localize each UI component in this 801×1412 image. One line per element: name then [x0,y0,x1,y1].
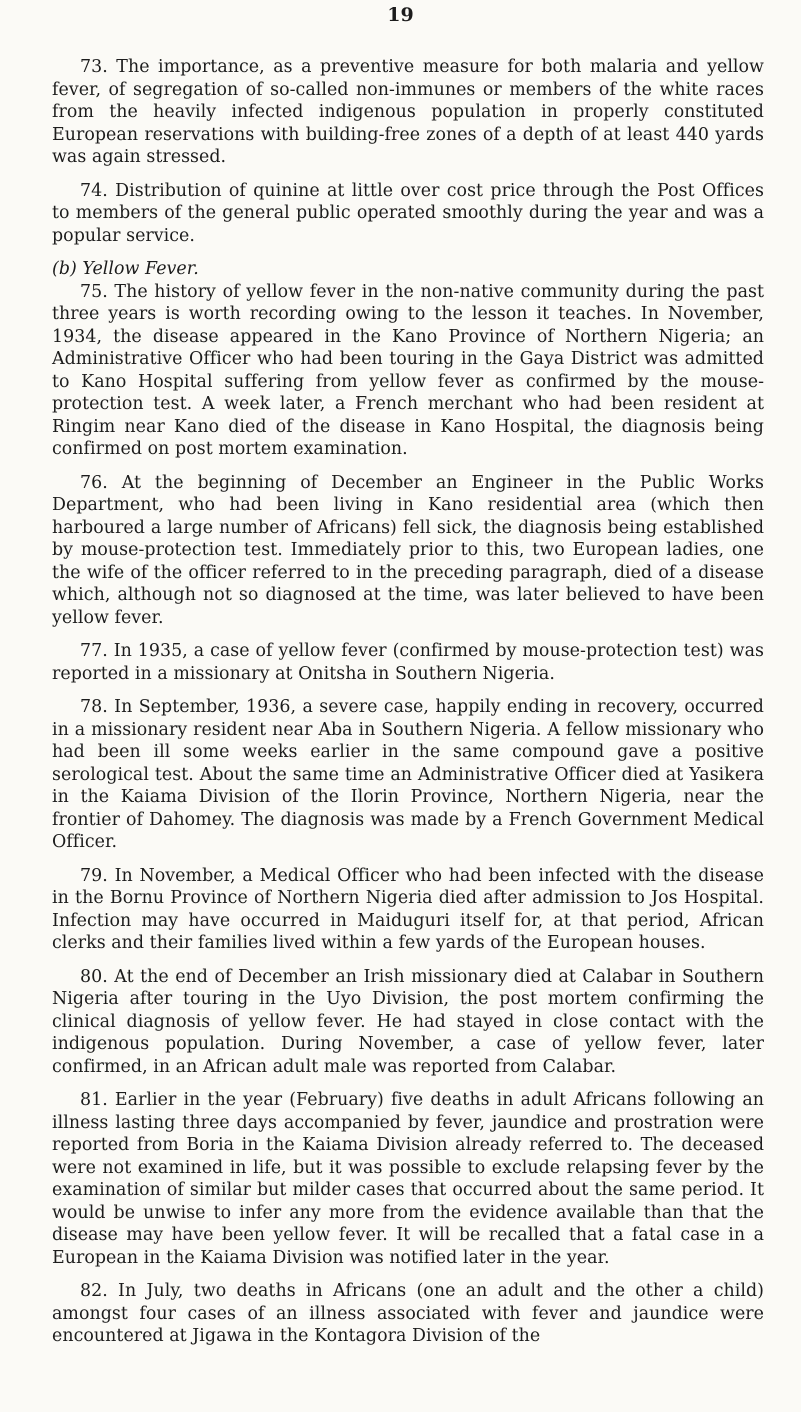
paragraph-82: 82. In July, two deaths in Africans (one an adult and the other a child) amongst four cases of an illness associated with fever and jaundice were encountered at Jigawa in the Kontagora Division of the [52,1281,764,1346]
paragraph-75: 75. The history of yellow fever in the non-native community during the past three years is worth recording owing to the lesson it teaches. In November, 1934, the disease appeared in the Kano Province of Northern Nigeria; an Administrative Officer who had been touring in the Gaya District was admitted to Kano Hospital suffering from yellow fever as confirmed by the mouse-protection test. A week later, a French merchant who had been resident at Ringim near Kano died of the disease in Kano Hospital, the diagnosis being confirmed on post mortem examination. [52,281,764,459]
paragraph-73: 73. The importance, as a preventive measure for both malaria and yellow fever, of segregation of so-called non-immunes or members of the white races from the heavily infected indigenous population in properly constituted European reservations with building-free zones of a depth of at least 440 yards was again stressed. [52,57,764,167]
page-number: 19 [387,4,414,26]
paragraph-74: 74. Distribution of quinine at little over cost price through the Post Offices to members of the general public operated smoothly during the year and was a popular service. [52,180,764,246]
section-heading-yellow-fever: (b) Yellow Fever. [52,259,199,279]
body-text [52,56,764,1359]
paragraph-81: 81. Earlier in the year (February) five deaths in adult Africans following an illness lasting three days accompanied by fever, jaundice and prostration were reported from Boria in the Kaiama Division already referred to. The deceased were not examined in life, but it was possible to exclude relapsing fever by the examination of similar but milder cases that occurred about the same period. It would be unwise to infer any more from the evidence available than that the disease may have been yellow fever. It will be recalled that a fatal case in a European in the Kaiama Division was notified later in the year. [52,1090,764,1268]
paragraph-78: 78. In September, 1936, a severe case, happily ending in recovery, occurred in a missionary resident near Aba in Southern Nigeria. A fellow missionary who had been ill some weeks earlier in the same compound gave a positive serological test. About the same time an Administrative Officer died at Yasikera in the Kaiama Division of the Ilorin Province, Northern Nigeria, near the frontier of Dahomey. The diagnosis was made by a French Government Medical Officer. [52,697,764,852]
paragraph-79: 79. In November, a Medical Officer who had been infected with the disease in the Bornu Province of Northern Nigeria died after admission to Jos Hospital. Infection may have occurred in Maiduguri itself for, at that period, African clerks and their families lived within a few yards of the European houses. [52,865,764,953]
paragraph-77: 77. In 1935, a case of yellow fever (confirmed by mouse-protection test) was reported in a missionary at Onitsha in Southern Nigeria. [52,641,764,684]
paragraph-76: 76. At the beginning of December an Engineer in the Public Works Department, who had been living in Kano residential area (which then harboured a large number of Africans) fell sick, the diagnosis being established by mouse-protection test. Immediately prior to this, two European ladies, one the wife of the officer referred to in the preceding paragraph, died of a disease which, although not so diagnosed at the time, was later believed to have been yellow fever. [52,472,764,628]
paragraph-80: 80. At the end of December an Irish missionary died at Calabar in Southern Nigeria after touring in the Uyo Division, the post mortem confirming the clinical diagnosis of yellow fever. He had stayed in close contact with the indigenous population. During November, a case of yellow fever, later confirmed, in an African adult male was reported from Calabar. [52,966,764,1077]
